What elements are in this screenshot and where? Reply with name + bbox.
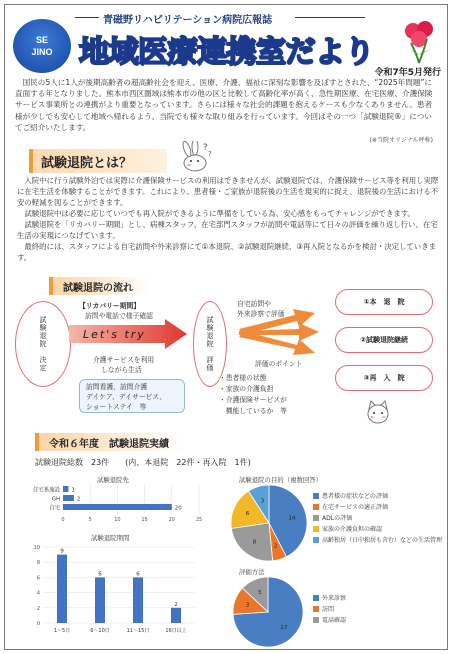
chart-method-legend — [313, 593, 413, 626]
legend-item — [313, 615, 413, 624]
category-label: 自宅 — [49, 505, 60, 512]
service-use-line1: 介護サービスを利用 — [93, 356, 155, 364]
eval-method-line2: 外来診察で評価 — [237, 310, 285, 318]
tick-label: 5 — [88, 517, 92, 523]
data-label: 2 — [174, 601, 178, 608]
legend-label: 患者様の症状などの評価 — [322, 493, 389, 500]
legend-swatch — [313, 504, 319, 510]
carnation-flower-icon — [399, 19, 441, 65]
results-summary: 試験退院総数 23件 (内、本退院 22件・再入院 1件) — [35, 458, 251, 467]
services-line: 訪問看護、訪問介護 — [86, 383, 148, 391]
section-heading-results: 令和６年度 試験退院実績 — [35, 433, 185, 451]
category-label: 11〜15日 — [126, 628, 150, 634]
tick-label: 25 — [195, 517, 203, 523]
legend-swatch — [313, 493, 319, 499]
legend-item — [313, 535, 447, 544]
section1-body — [17, 175, 439, 263]
section-heading-flow: 試験退院の流れ — [49, 277, 149, 295]
bar — [95, 577, 105, 623]
legend-label: 訪問 — [322, 606, 335, 613]
legend-swatch — [313, 595, 319, 601]
chart-purpose-title: 試験退院の目的（複数回答） — [239, 476, 323, 484]
services-box — [79, 379, 185, 413]
tick-label: 0 — [61, 517, 65, 523]
subtitle-rule-left — [75, 17, 99, 18]
data-label: 14 — [288, 515, 296, 522]
tick-label: 20 — [168, 517, 175, 523]
data-label: 1 — [71, 487, 75, 494]
legend-item — [313, 604, 413, 613]
services-line: デイケア、デイサービス、 — [86, 393, 167, 401]
cat-mascot-icon — [365, 399, 391, 425]
intro-paragraph: 国民の5人に1人が後期高齢者の超高齢社会を迎え、医療、介護、福祉に深刻な影響を及ぼすとされた、“2025年問題”に直面する年となりました。熊本市西区圏域は熊本市の他の区と比較して高齢化率が高く、急性期医療、在宅医療、介護保険サービス事業所との連携がより重要となっています。さらには様々な社会的課題を抱えるケースも少なくありません。患者様が少しでも安心して地域へ帰れるよう、当院でも様々な取り組みを行っています。今回はその一つ「試験退院®」についてご紹介いたします。 — [15, 78, 433, 132]
hospital-logo: SE JINO — [13, 19, 71, 73]
eval-point: ・家族の介護負担 — [219, 385, 274, 393]
outcome-discharge: ①本 退 院 — [335, 289, 433, 315]
eval-points-title: 評価のポイント — [255, 360, 303, 368]
chart-method-title: 評価方法 — [239, 568, 265, 576]
svg-text:?: ? — [208, 150, 212, 158]
section1-paragraph: 最終的には、スタッフによる自宅訪問や外来診察にて①本退院、②試験退院継続、③再入院となるかを検討・決定していきます。 — [17, 242, 436, 262]
category-label: 住宅系施設 — [33, 487, 60, 494]
bar — [133, 577, 143, 623]
legend-item — [313, 524, 447, 533]
data-label: 3 — [245, 602, 250, 609]
data-label: 6 — [136, 571, 140, 578]
tick-label: 0 — [36, 621, 40, 627]
chart-destination-title: 試験退院先 — [97, 476, 129, 484]
legend-label: 外来診察 — [322, 595, 347, 602]
tick-label: 10 — [114, 517, 121, 523]
chart-purpose-legend — [313, 491, 447, 546]
data-label: 3 — [260, 498, 265, 505]
data-label: 3 — [257, 590, 262, 597]
original-term-note: (※当院オリジナル呼称) — [369, 137, 433, 144]
lets-try-arrow — [69, 319, 187, 349]
chart-destination — [15, 483, 215, 531]
category-label: 16日以上 — [165, 628, 187, 634]
data-label: 9 — [60, 548, 64, 555]
lets-try-label: Let's try — [83, 328, 146, 341]
legend-swatch — [313, 526, 319, 532]
chart-method — [231, 575, 305, 649]
chart-duration — [31, 541, 201, 641]
svg-text:?: ? — [203, 143, 208, 153]
issue-date: 令和7年5月発行 — [374, 68, 441, 78]
legend-swatch — [313, 617, 319, 623]
chart-duration-title: 試験退院期間 — [91, 534, 130, 542]
eval-point: ・患者様の状態 — [219, 374, 267, 382]
service-use-line2: しながら生活 — [101, 366, 142, 374]
eval-points-list — [219, 373, 287, 417]
outcome-readmission: ③再 入 院 — [335, 365, 433, 391]
tick-label: 10 — [33, 545, 40, 551]
legend-swatch — [313, 606, 319, 612]
legend-item — [313, 513, 447, 522]
tick-label: 15 — [141, 517, 148, 523]
recovery-period-sub: 訪問や電話で様子確認 — [85, 312, 153, 320]
data-label: 17 — [280, 624, 288, 631]
newsletter-title: 地域医療連携室だより — [79, 35, 374, 70]
legend-label: 家族の介護負担の確認 — [322, 526, 383, 533]
legend-item — [313, 502, 447, 511]
eval-point: 機能しているか 等 — [219, 407, 287, 415]
tick-label: 2 — [36, 605, 40, 612]
header — [5, 5, 447, 78]
legend-item — [313, 491, 447, 500]
section1-paragraph: 試験退院を「リカバリー期間」とし、病棟スタッフ、在宅部門スタッフが訪問や電話等にて日々の評価を繰り返し行い、在宅生活の実現につなげています。 — [17, 220, 438, 240]
bar — [171, 608, 181, 623]
services-line: ショートステイ 等 — [86, 403, 147, 411]
data-label: 2 — [76, 496, 81, 503]
section1-paragraph: 入院中に行う試験外泊では実際に介護保険サービスの利用はできませんが、試験退院では、介護保険サービス等を利用し実際に在宅生活を体験することができます。これにより、患者様・ご家族が退院後の生活を現実的に捉え、退院後の生活における不安の軽減を図ることができます。 — [17, 176, 439, 207]
flow-start-label: 試験退院 決定 — [39, 316, 47, 372]
legend-label: 在宅サービスの適正評価 — [322, 504, 389, 511]
category-label: GH — [51, 496, 60, 503]
tick-label: 4 — [36, 590, 40, 597]
legend-swatch — [313, 515, 319, 521]
tick-label: 8 — [36, 560, 40, 567]
newsletter-subtitle: 青磁野リハビリテーション病院広報誌 — [103, 15, 273, 26]
eval-method-line1: 自宅訪問や — [237, 300, 271, 308]
legend-item — [313, 593, 413, 602]
flow-evaluation-label: 試験退院 評価 — [206, 316, 214, 372]
recovery-period-title: 【リカバリー期間】 — [79, 302, 141, 310]
subtitle-rule-right — [295, 17, 365, 18]
tick-label: 6 — [36, 575, 40, 582]
legend-label: 電話確認 — [322, 617, 347, 624]
data-label: 8 — [252, 539, 257, 546]
section1-paragraph: 試験退院中は必要に応じていつでも再入院ができるように準備をしている為、安心感をもってチャレンジができます。 — [24, 209, 415, 218]
data-label: 6 — [98, 571, 102, 578]
outcome-continue: ②試験退院継続 — [335, 327, 433, 353]
category-label: 1〜5日 — [53, 628, 71, 634]
data-label: 2 — [273, 543, 278, 550]
category-label: 6〜10日 — [90, 628, 110, 634]
legend-label: ADLの評価 — [322, 515, 353, 522]
bar — [63, 495, 74, 501]
data-label: 6 — [245, 511, 250, 518]
branch-arrows — [235, 307, 325, 357]
data-label: 20 — [174, 505, 182, 512]
bar — [63, 486, 68, 492]
newsletter-page — [4, 4, 448, 650]
section-heading-what-is: 試験退院とは？ — [29, 149, 167, 173]
chart-purpose — [229, 483, 309, 563]
eval-point: ・介護保険サービスが — [219, 396, 287, 404]
flow-start-decision — [15, 301, 71, 387]
legend-swatch — [313, 537, 319, 543]
legend-label: 高齢独居（日中独居も含む）などの生活管理 — [322, 537, 443, 544]
bar — [57, 555, 67, 623]
thinking-rabbit-icon — [173, 141, 213, 173]
bar — [63, 504, 172, 510]
